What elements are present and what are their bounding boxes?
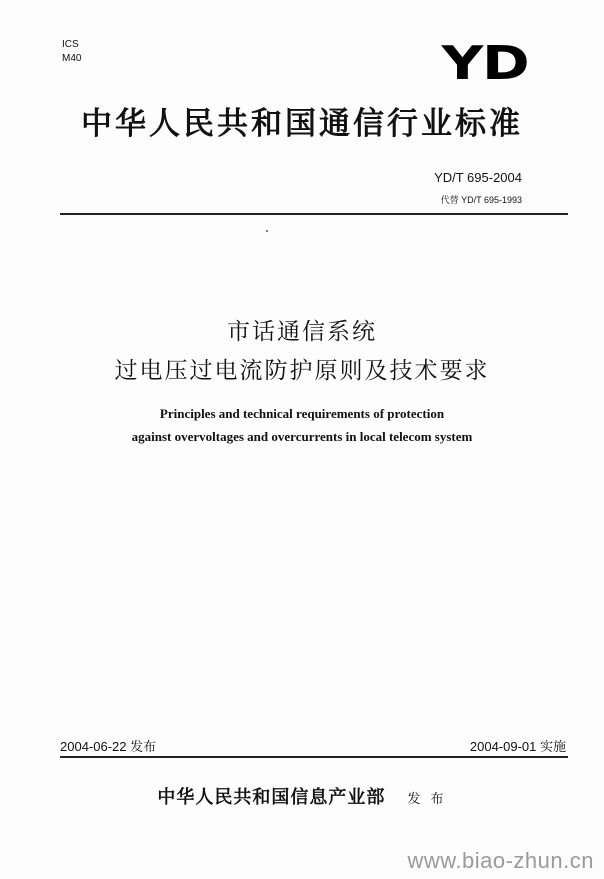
footer-divider bbox=[60, 756, 568, 758]
classification-block bbox=[62, 38, 81, 66]
implementation-date: 2004-09-01 实施 bbox=[469, 739, 566, 754]
issuer-line bbox=[0, 783, 604, 809]
issue-date: 2004-06-22 发布 bbox=[60, 739, 157, 754]
english-title-line-1: Principles and technical requirements of protection bbox=[159, 406, 445, 421]
chinese-title-line-1: 市话通信系统 bbox=[227, 319, 377, 345]
industry-standard-title: 中华人民共和国通信行业标准 bbox=[81, 106, 523, 142]
standard-number: YD/T 695-2004 bbox=[434, 170, 522, 185]
yd-logo: YD bbox=[441, 36, 528, 90]
issuer-organization: 中华人民共和国信息产业部 bbox=[157, 787, 386, 808]
speck-mark bbox=[266, 230, 268, 232]
replaces-standard: 代替 YD/T 695-1993 bbox=[440, 195, 522, 205]
chinese-title-line-2: 过电压过电流防护原则及技术要求 bbox=[114, 358, 490, 384]
ics-label: ICS bbox=[62, 39, 79, 50]
issuer-action: 发 布 bbox=[407, 792, 447, 807]
category-code: M40 bbox=[62, 53, 82, 64]
english-title-line-2: against overvoltages and overcurrents in local telecom system bbox=[131, 429, 473, 444]
watermark: www.biao-zhun.cn bbox=[407, 848, 594, 873]
header-divider bbox=[60, 213, 568, 215]
